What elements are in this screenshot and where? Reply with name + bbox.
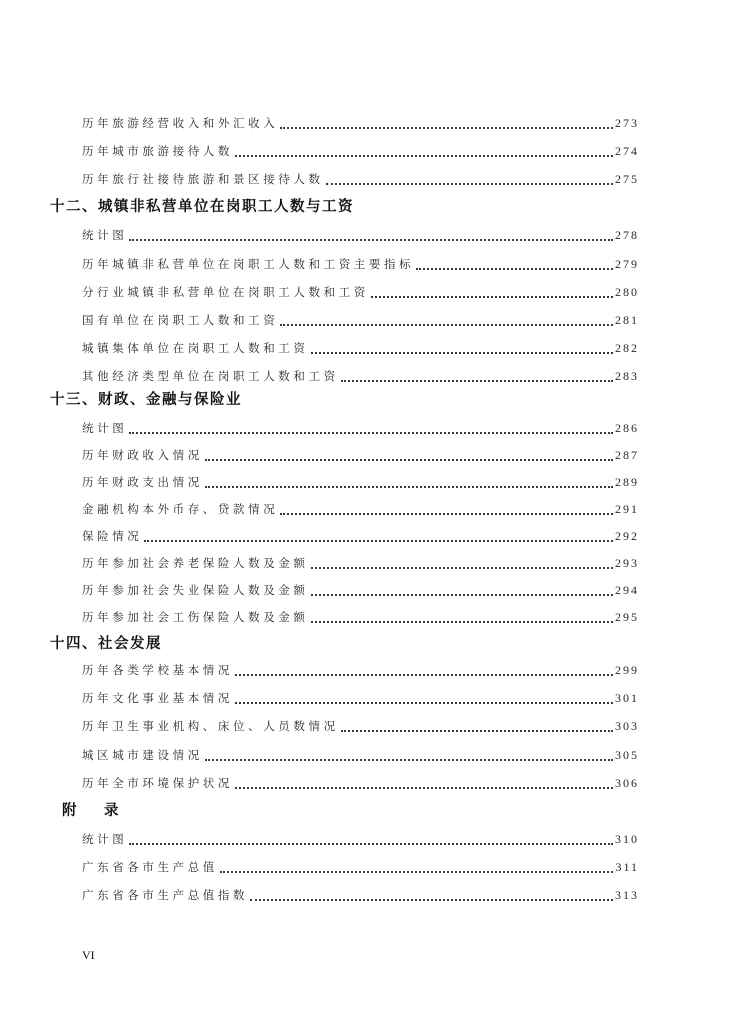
- dot-leader: [341, 718, 613, 732]
- entry-title: 历年文化事业基本情况: [82, 691, 233, 705]
- page-number: 289: [615, 475, 639, 489]
- toc-entry[interactable]: [82, 338, 639, 358]
- dot-leader: [205, 747, 613, 761]
- dot-leader: [326, 171, 613, 185]
- entry-title: 历年财政支出情况: [82, 475, 203, 489]
- toc-entry[interactable]: [82, 282, 639, 302]
- page-number: 311: [615, 860, 639, 874]
- dot-leader: [220, 859, 614, 873]
- dot-leader: [205, 474, 613, 488]
- entry-title: 历年城市旅游接待人数: [82, 144, 233, 158]
- page-number: 303: [615, 719, 639, 733]
- dot-leader: [235, 690, 613, 704]
- toc-entry[interactable]: [82, 526, 639, 546]
- toc-entry[interactable]: [82, 829, 639, 849]
- page-number: 286: [615, 421, 639, 435]
- toc-entry[interactable]: [82, 445, 639, 465]
- toc-entry[interactable]: [82, 499, 639, 519]
- entry-title: 历年旅游经营收入和外汇收入: [82, 116, 279, 130]
- entry-title: 历年参加社会失业保险人数及金额: [82, 583, 309, 597]
- entry-title: 历年参加社会养老保险人数及金额: [82, 556, 309, 570]
- entry-title: 统计图: [82, 228, 128, 242]
- page-number: 295: [615, 610, 639, 624]
- section-heading-14[interactable]: 十四、社会发展: [50, 636, 162, 652]
- dot-leader: [280, 501, 613, 515]
- page-number: 293: [615, 556, 639, 570]
- toc-entry[interactable]: [82, 472, 639, 492]
- entry-title: 国有单位在岗职工人数和工资: [82, 313, 279, 327]
- appendix-title-part2: 录: [104, 803, 120, 819]
- page-number: 310: [615, 832, 639, 846]
- entry-title: 广东省各市生产总值指数: [82, 888, 249, 902]
- entry-title: 金融机构本外币存、贷款情况: [82, 502, 279, 516]
- section-heading-appendix[interactable]: [62, 801, 120, 821]
- page-number: 279: [615, 257, 639, 271]
- page-number: 291: [615, 502, 639, 516]
- dot-leader: [129, 420, 613, 434]
- entry-title: 其他经济类型单位在岗职工人数和工资: [82, 369, 339, 383]
- page-number: 283: [615, 369, 639, 383]
- toc-entry[interactable]: [82, 553, 639, 573]
- dot-leader: [235, 143, 613, 157]
- dot-leader: [205, 447, 613, 461]
- page-number: 282: [615, 341, 639, 355]
- dot-leader: [311, 582, 614, 596]
- toc-entry[interactable]: [82, 366, 639, 386]
- entry-title: 历年各类学校基本情况: [82, 663, 233, 677]
- entry-title: 统计图: [82, 832, 128, 846]
- toc-entry[interactable]: [82, 254, 639, 274]
- entry-title: 历年卫生事业机构、床位、人员数情况: [82, 719, 339, 733]
- toc-entry[interactable]: [82, 660, 639, 680]
- page-number: 306: [615, 776, 639, 790]
- entry-title: 分行业城镇非私营单位在岗职工人数和工资: [82, 285, 369, 299]
- dot-leader: [280, 312, 613, 326]
- toc-entry[interactable]: [82, 580, 639, 600]
- dot-leader: [311, 340, 614, 354]
- dot-leader: [371, 284, 613, 298]
- dot-leader: [311, 555, 614, 569]
- entry-title: 城区城市建设情况: [82, 748, 203, 762]
- page-number: 294: [615, 583, 639, 597]
- dot-leader: [129, 227, 613, 241]
- page-number: 305: [615, 748, 639, 762]
- entry-title: 城镇集体单位在岗职工人数和工资: [82, 341, 309, 355]
- dot-leader: [311, 609, 614, 623]
- page-number: 313: [615, 888, 639, 902]
- toc-entry[interactable]: [82, 225, 639, 245]
- dot-leader: [235, 775, 613, 789]
- toc-entry[interactable]: [82, 885, 639, 905]
- entry-title: 历年全市环境保护状况: [82, 776, 233, 790]
- page-number: 274: [615, 144, 639, 158]
- page-number: 301: [615, 691, 639, 705]
- toc-entry[interactable]: [82, 716, 639, 736]
- page-number: 273: [615, 116, 639, 130]
- toc-entry[interactable]: [82, 857, 639, 877]
- toc-entry[interactable]: [82, 607, 639, 627]
- page-number: 292: [615, 529, 639, 543]
- toc-entry[interactable]: [82, 113, 639, 133]
- page-number: 275: [615, 172, 639, 186]
- entry-title: 广东省各市生产总值: [82, 860, 218, 874]
- dot-leader: [280, 115, 613, 129]
- dot-leader: [341, 368, 613, 382]
- dot-leader: [235, 662, 613, 676]
- page-number: 299: [615, 663, 639, 677]
- entry-title: 统计图: [82, 421, 128, 435]
- page-number: 287: [615, 448, 639, 462]
- entry-title: 保险情况: [82, 529, 143, 543]
- toc-entry[interactable]: [82, 745, 639, 765]
- dot-leader: [144, 528, 613, 542]
- appendix-title-part1: 附: [62, 803, 78, 819]
- dot-leader: [129, 831, 613, 845]
- toc-entry[interactable]: [82, 773, 639, 793]
- toc-entry[interactable]: [82, 169, 639, 189]
- entry-title: 历年参加社会工伤保险人数及金额: [82, 610, 309, 624]
- entry-title: 历年城镇非私营单位在岗职工人数和工资主要指标: [82, 257, 415, 271]
- page-number: 280: [615, 285, 639, 299]
- dot-leader: [250, 887, 613, 901]
- page-number: 278: [615, 228, 639, 242]
- toc-entry[interactable]: [82, 418, 639, 438]
- section-heading-12[interactable]: 十二、城镇非私营单位在岗职工人数与工资: [50, 199, 354, 215]
- entry-title: 历年旅行社接待旅游和景区接待人数: [82, 172, 324, 186]
- page-folio: VI: [82, 948, 95, 962]
- toc-entry[interactable]: [82, 141, 639, 161]
- toc-entry[interactable]: [82, 310, 639, 330]
- section-heading-13[interactable]: 十三、财政、金融与保险业: [50, 392, 242, 408]
- page-number: 281: [615, 313, 639, 327]
- dot-leader: [416, 256, 613, 270]
- toc-entry[interactable]: [82, 688, 639, 708]
- entry-title: 历年财政收入情况: [82, 448, 203, 462]
